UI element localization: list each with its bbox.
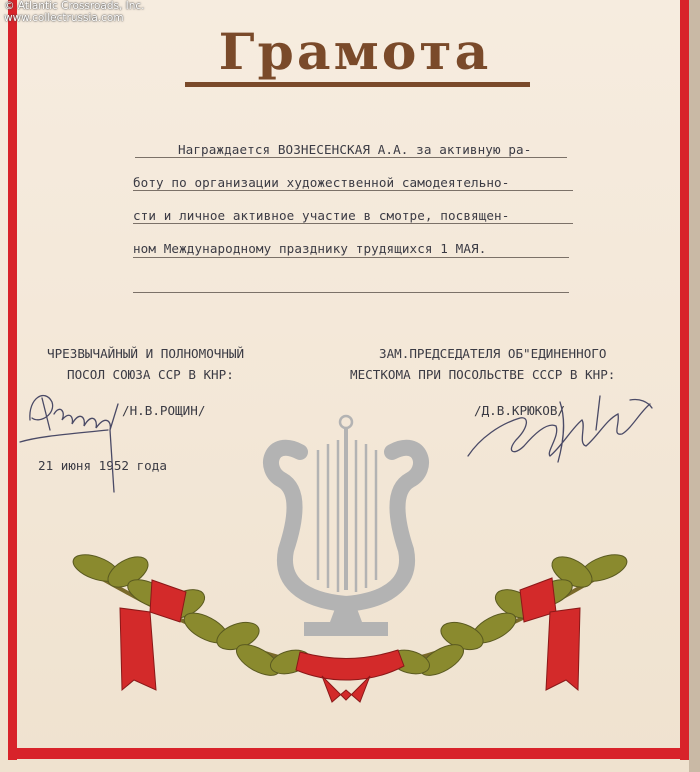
right-signatory-name: /Д.В.КРЮКОВ/ bbox=[474, 403, 565, 418]
award-line-4: ном Международному празднику трудящихся 1 МАЯ. bbox=[133, 241, 487, 256]
document-date: 21 июня 1952 года bbox=[38, 458, 167, 473]
right-signature bbox=[468, 396, 652, 462]
left-signature bbox=[20, 396, 118, 492]
watermark-line-2: www.collectrussia.com bbox=[4, 12, 124, 24]
watermark-line-1: © Atlantic Crossroads, Inc. bbox=[4, 0, 145, 12]
right-signatory-title-2: МЕСТКОМА ПРИ ПОСОЛЬСТВЕ СССР В КНР: bbox=[350, 367, 616, 382]
title-text: Грамота bbox=[218, 23, 492, 82]
left-signatory-title-2: ПОСОЛ СОЮЗА ССР В КНР: bbox=[67, 367, 234, 382]
left-signatory-name: /Н.В.РОЩИН/ bbox=[122, 403, 206, 418]
left-signatory-title-1: ЧРЕЗВЫЧАЙНЫЙ И ПОЛНОМОЧНЫЙ bbox=[47, 346, 245, 361]
lyre-emblem bbox=[271, 416, 421, 636]
award-line-3: сти и личное активное участие в смотре, посвящен- bbox=[133, 208, 510, 223]
award-line-2: боту по организации художественной самодеятельно- bbox=[133, 175, 510, 190]
right-signatory-title-1: ЗАМ.ПРЕДСЕДАТЕЛЯ ОБ"ЕДИНЕННОГО bbox=[379, 346, 607, 361]
award-line-1: Награждается ВОЗНЕСЕНСКАЯ А.А. за активную ра- bbox=[178, 142, 532, 157]
